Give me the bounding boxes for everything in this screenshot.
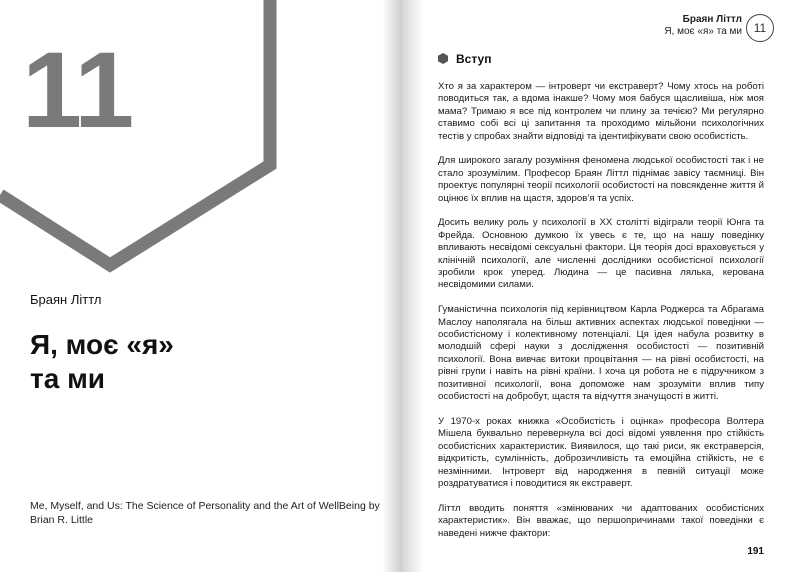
paragraph: Літтл вводить поняття «змінюваних чи адаптованих особистісних характеристик». Він вважає, що першопричинами такої поведінки є наведені нижче фактори: bbox=[438, 502, 764, 539]
section-title: Вступ bbox=[456, 52, 492, 66]
running-head bbox=[664, 14, 742, 38]
running-head-author: Браян Літтл bbox=[682, 14, 742, 25]
paragraph: Досить велику роль у психології в ХХ столітті відіграли теорії Юнга та Фрейда. Основною думкою їх увесь є те, що на нашу поведінку впливають несвідомі сексуальні фактори. Ця теорія досі враховується у клінічній психології, але численні дослідники особистісної психології зробили крок уперед. Людина — це пасивна лялька, керована несвідомими силами. bbox=[438, 217, 764, 291]
book-title-line: Я, моє «я» bbox=[30, 329, 174, 360]
running-head-title: Я, моє «я» та ми bbox=[664, 26, 742, 37]
chapter-badge: 11 bbox=[746, 14, 774, 42]
hexagon-bullet-icon bbox=[438, 53, 448, 64]
book-title-line: та ми bbox=[30, 363, 105, 394]
paragraph: Для широкого загалу розуміння феномена людської особистості так і не стало зрозумілим. Професор Браян Літтл піднімає завісу таємниці. Він проектує популярні теорії психології особистості на повсякденне життя й оцінює їх вплив на щастя, здоров’я та успіх. bbox=[438, 155, 764, 204]
original-title: Me, Myself, and Us: The Science of Personality and the Art of WellBeing by Brian R. Little bbox=[30, 500, 380, 526]
paragraph: Гуманістична психологія під керівництвом Карла Роджерса та Абрагама Маслоу наполягала на більш активних аспектах людської поведінки — особистісному і колективному потенціалі. Ця ідея набула розвитку в молодшій сфері науки з дослідження особистості — позитивній психології. Вона вивчає витоки процвітання — на рівні особистості, на рівні групи і навіть на рівні країни. І хоча ця робота не є підручником з позитивної психології, вона допоможе нам зрозуміти вплив типу особистості на добробут, щастя та відчуття значущості в житті. bbox=[438, 304, 764, 403]
paragraph: У 1970-х роках книжка «Особистість і оцінка» професора Волтера Мішела буквально перевернула всі досі відомі уявлення про стійкість особистісних характеристик. Виявилося, що такі риси, як екстраверсія, відкритість, сумлінність, доброзичливість та емоційна стійкість, не є незмінними. Інтроверт від народження в певній ситуації може роздратуватися і поводитися як екстраверт. bbox=[438, 415, 764, 489]
section-heading bbox=[438, 52, 491, 66]
body-text bbox=[438, 81, 764, 552]
right-page bbox=[402, 0, 800, 572]
paragraph: Хто я за характером — інтроверт чи екстраверт? Чому хтось на роботі поводиться так, а вдома інакше? Чому моя бабуся щасливіша, ніж моя мама? Тримаю я все під контролем чи плину за течією? Ми регулярно ставимо собі всі ці запитання та проходимо мільйони психологічних тестів у спробах знайти відповіді та ідентифікувати свою особистість. bbox=[438, 81, 764, 142]
book-title bbox=[30, 328, 370, 396]
book-author: Браян Літтл bbox=[30, 292, 102, 307]
chapter-number: 11 bbox=[22, 29, 133, 150]
page-number: 191 bbox=[747, 546, 764, 557]
